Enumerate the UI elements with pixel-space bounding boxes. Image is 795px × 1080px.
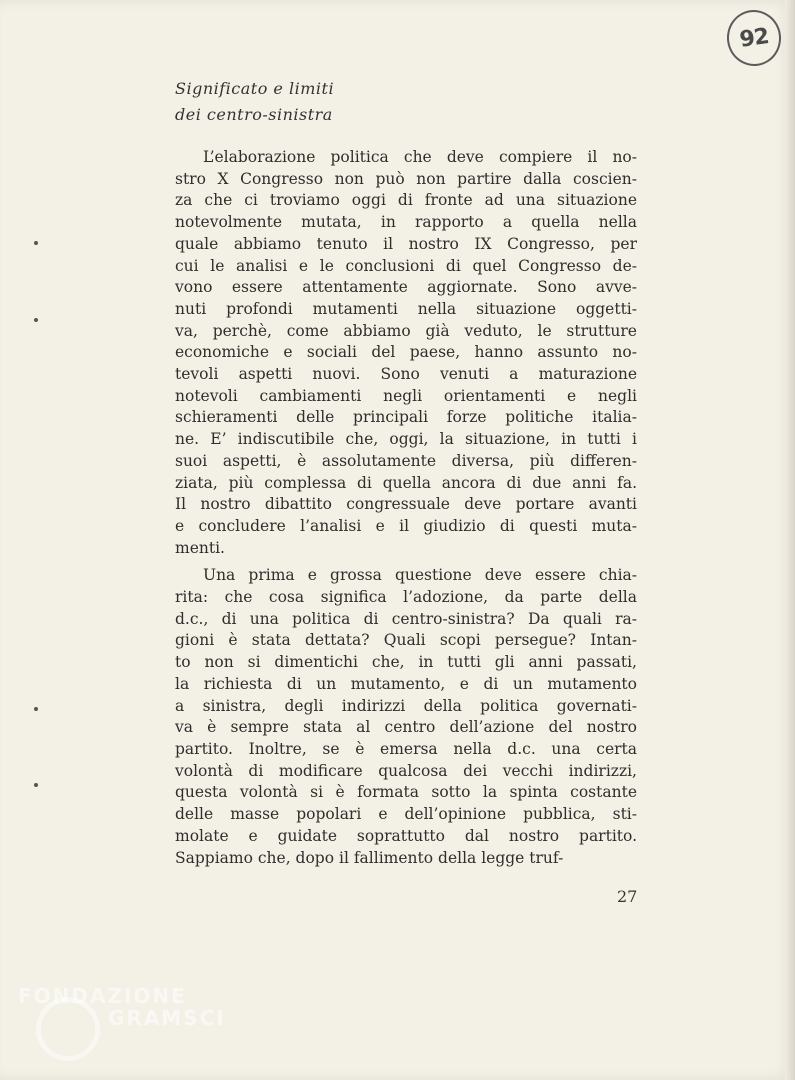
- watermark-logo-circle: [36, 997, 100, 1061]
- watermark-line-2: GRAMSCI: [108, 1006, 226, 1030]
- margin-mark: [34, 241, 38, 245]
- margin-mark: [34, 318, 38, 322]
- text-line: vono essere attentamente aggiornate. Sono avve-: [175, 278, 637, 297]
- text-line: notevolmente mutata, in rapporto a quella nella: [175, 213, 637, 232]
- text-line: volontà di modificare qualcosa dei vecchi indirizzi,: [175, 761, 637, 780]
- text-line: L’elaborazione politica che deve compiere il no-: [203, 148, 637, 166]
- text-line: molate e guidate soprattutto dal nostro partito.: [175, 826, 637, 845]
- watermark-line-1: FONDAZIONE: [18, 984, 187, 1008]
- text-line: cui le analisi e le conclusioni di quel Congresso de-: [175, 256, 637, 275]
- heading-line-2: dei centro-sinistra: [175, 105, 333, 124]
- heading-line-1: Significato e limiti: [175, 79, 335, 98]
- page-number: 27: [617, 887, 638, 906]
- text-line: questa volontà si è formata sotto la spinta costante: [175, 783, 637, 802]
- text-line: e concludere l’analisi e il giudizio di questi muta-: [175, 516, 637, 535]
- text-line: d.c., di una politica di centro-sinistra? Da quali ra-: [175, 609, 637, 628]
- paragraph: [175, 147, 637, 559]
- text-line: tevoli aspetti nuovi. Sono venuti a maturazione: [175, 365, 637, 384]
- margin-mark: [34, 783, 38, 787]
- text-line: to non si dimentichi che, in tutti gli anni passati,: [175, 653, 637, 672]
- margin-mark: [34, 707, 38, 711]
- text-line: schieramenti delle principali forze politiche italia-: [175, 408, 637, 427]
- text-line: za che ci troviamo oggi di fronte ad una situazione: [175, 191, 637, 210]
- text-line: rita: che cosa significa l’adozione, da parte della: [175, 588, 637, 607]
- text-line: quale abbiamo tenuto il nostro IX Congresso, per: [175, 234, 637, 253]
- text-line: Sappiamo che, dopo il fallimento della legge truf-: [175, 848, 564, 867]
- text-line: a sinistra, degli indirizzi della politica governati-: [175, 696, 637, 715]
- archive-watermark: [18, 984, 226, 1055]
- text-line: stro X Congresso non può non partire dalla coscien-: [175, 169, 637, 188]
- archive-number-stamp: [723, 7, 784, 70]
- text-line: menti.: [175, 538, 225, 557]
- paragraph: [175, 565, 637, 869]
- text-line: la richiesta di un mutamento, e di un mutamento: [175, 674, 637, 693]
- text-line: ne. E’ indiscutibile che, oggi, la situazione, in tutti i: [175, 430, 637, 449]
- text-line: ziata, più complessa di quella ancora di due anni fa.: [175, 473, 637, 492]
- stamp-number: 92: [738, 23, 770, 53]
- section-heading: [175, 76, 475, 128]
- page-edge-shadow: [785, 0, 795, 1080]
- body-text: [175, 147, 637, 869]
- text-line: delle masse popolari e dell’opinione pubblica, sti-: [175, 805, 637, 824]
- text-line: suoi aspetti, è assolutamente diversa, più differen-: [175, 451, 637, 470]
- text-line: gioni è stata dettata? Quali scopi persegue? Intan-: [175, 631, 637, 650]
- text-line: Una prima e grossa questione deve essere chia-: [203, 566, 637, 585]
- text-line: nuti profondi mutamenti nella situazione oggetti-: [175, 299, 637, 318]
- text-line: partito. Inoltre, se è emersa nella d.c. una certa: [175, 739, 637, 758]
- text-line: economiche e sociali del paese, hanno assunto no-: [175, 343, 637, 362]
- text-line: va, perchè, come abbiamo già veduto, le strutture: [175, 321, 637, 340]
- text-line: Il nostro dibattito congressuale deve portare avanti: [175, 495, 637, 514]
- text-line: notevoli cambiamenti negli orientamenti e negli: [175, 386, 637, 405]
- text-line: va è sempre stata al centro dell’azione del nostro: [175, 718, 637, 737]
